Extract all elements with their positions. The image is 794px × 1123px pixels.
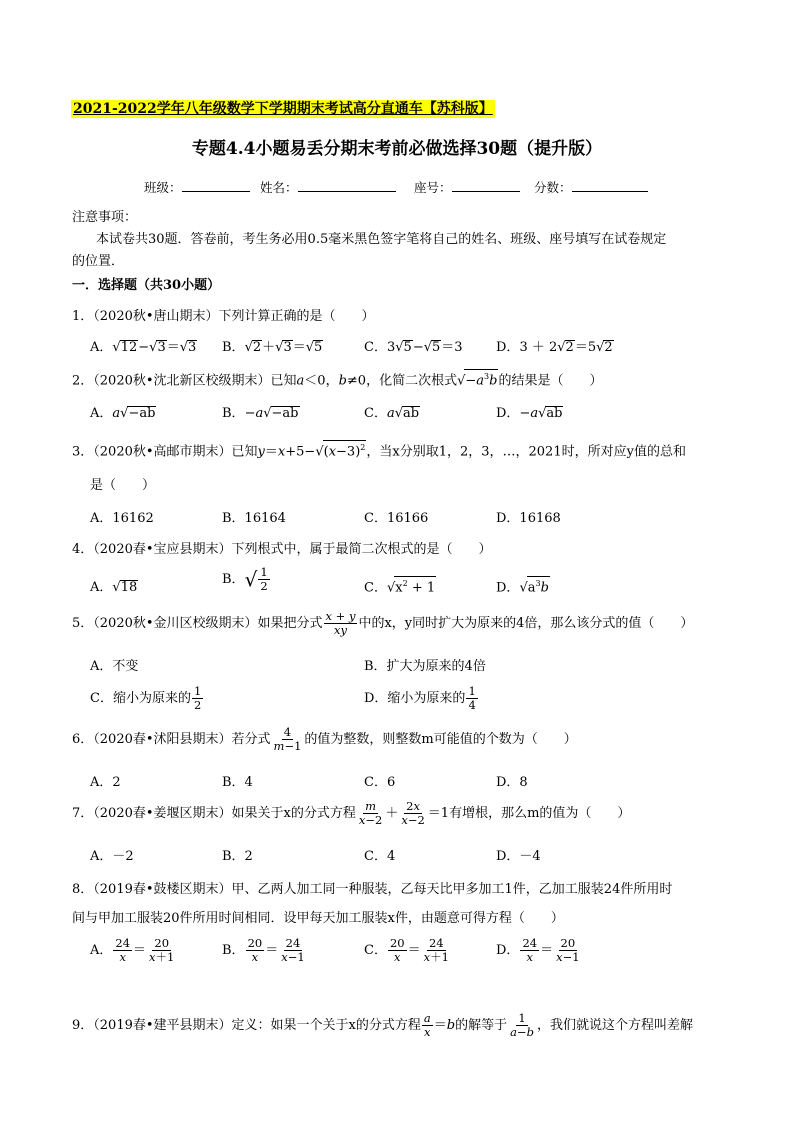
seat-field — [414, 178, 520, 196]
q1-option-d[interactable]: D．3 ＋ 2√2＝5√2 — [496, 340, 613, 355]
q4-option-b[interactable]: B．√ $\frac{1}{2}$ — [222, 565, 268, 593]
q6-option-b[interactable]: B．4 — [222, 775, 253, 790]
question-7-stem: 7．（2020春•姜堰区期末）如果关于x的分式方程 $\frac{m}{x-2}$ ＋ $\frac{2x}{x-2}$ ＝1有增根，那么m的值为（ ） — [72, 799, 631, 827]
notes-line-1: 本试卷共30题．答卷前，考生务必用0.5毫米黑色签字笔将自己的姓名、班级、座号填写在试卷规定 — [96, 232, 667, 247]
q3-option-a[interactable]: A．16162 — [90, 511, 154, 526]
q1-option-a[interactable]: A．√12−√3＝√3 — [90, 340, 197, 355]
question-8-line-1: 8．（2019春•鼓楼区期末）甲、乙两人加工同一种服装，乙每天比甲多加工1件，乙加工服装24件所用时 — [72, 882, 673, 897]
q8-option-d[interactable]: D． $\frac{24}{x}$ ＝ $\frac{20}{x-1}$ — [496, 936, 580, 964]
name-label: 姓名： — [260, 180, 298, 195]
question-4-stem: 4．（2020春•宝应县期末）下列根式中，属于最简二次根式的是（ ） — [72, 542, 492, 557]
q4-option-c[interactable]: C．$√x^2 + 1$ — [364, 576, 436, 595]
q4-option-d[interactable]: D．$√a^3b$ — [496, 576, 550, 595]
q5-option-d[interactable]: D．缩小为原来的 $\frac{1}{4}$ — [364, 684, 476, 712]
score-field — [534, 178, 648, 196]
question-3-line-2: 是（ ） — [90, 478, 156, 493]
q5-option-c[interactable]: C．缩小为原来的 $\frac{1}{2}$ — [90, 684, 202, 712]
question-6-stem: 6．（2020春•沭阳县期末）若分式 $\frac{4}{m-1}$ 的值为整数，则整数m可能值的个数为（ ） — [72, 725, 577, 753]
q5-option-b[interactable]: B．扩大为原来的4倍 — [364, 659, 486, 674]
notes-heading: 注意事项： — [72, 210, 138, 225]
q7-option-b[interactable]: B．2 — [222, 849, 253, 864]
q8-option-b[interactable]: B． $\frac{20}{x}$ ＝ $\frac{24}{x-1}$ — [222, 936, 305, 964]
question-5-stem: 5．（2020秋•金川区校级期末）如果把分式 $\frac{x + y}{xy}$ 中的x，y同时扩大为原来的4倍，那么该分式的值（ ） — [72, 609, 694, 637]
name-blank[interactable] — [298, 179, 396, 192]
q4-option-a[interactable]: A．√18 — [90, 580, 138, 595]
seat-label: 座号： — [414, 180, 452, 195]
q1-option-b[interactable]: B．√2＋√3＝√5 — [222, 340, 323, 355]
score-blank[interactable] — [572, 179, 648, 192]
question-2-stem: 2．（2020秋•沈北新区校级期末）已知a＜0，b≠0，化简二次根式$√-a^3b$的结果是（ ） — [72, 369, 602, 388]
section-heading: 一．选择题（共30小题） — [72, 278, 221, 293]
q3-option-c[interactable]: C．16166 — [364, 511, 429, 526]
class-field — [144, 178, 250, 196]
q6-option-a[interactable]: A．2 — [90, 775, 121, 790]
q8-option-c[interactable]: C． $\frac{20}{x}$ ＝ $\frac{24}{x+1}$ — [364, 936, 449, 964]
page-title: 专题4.4小题易丢分期末考前必做选择30题（提升版） — [191, 139, 603, 159]
question-8-line-2: 间与甲加工服装20件所用时间相同．设甲每天加工服装x件，由题意可得方程（ ） — [72, 911, 564, 926]
q1-option-c[interactable]: C．3√5−√5＝3 — [364, 340, 463, 355]
q6-option-d[interactable]: D．8 — [496, 775, 528, 790]
name-field — [260, 178, 396, 196]
q8-option-a[interactable]: A． $\frac{24}{x}$ ＝ $\frac{20}{x+1}$ — [90, 936, 175, 964]
q2-option-d[interactable]: D．−a√ab — [496, 406, 563, 421]
q2-option-c[interactable]: C．a√ab — [364, 406, 420, 421]
question-1-stem: 1．（2020秋•唐山期末）下列计算正确的是（ ） — [72, 309, 375, 324]
notes-line-2: 的位置． — [72, 254, 125, 269]
q2-option-b[interactable]: B．−a√−ab — [222, 406, 299, 421]
q3-option-d[interactable]: D．16168 — [496, 511, 561, 526]
q2-option-a[interactable]: A．a√−ab — [90, 406, 156, 421]
series-banner: 2021-2022学年八年级数学下学期期末考试高分直通车【苏科版】 — [73, 101, 493, 117]
question-3-stem: 3．（2020秋•高邮市期末）已知$y=x+5-√(x-3)^2$，当x分别取1，2，3，…，2021时，所对应y值的总和 — [72, 440, 686, 459]
class-label: 班级： — [144, 180, 182, 195]
q7-option-c[interactable]: C．4 — [364, 849, 396, 864]
q7-option-a[interactable]: A．－2 — [90, 849, 134, 864]
question-9-stem: 9．（2019春•建平县期末）定义：如果一个关于x的分式方程 $\frac{a}{x}$ ＝b的解等于 $\frac{1}{a-b}$ ，我们就说这个方程叫差解 — [72, 1011, 693, 1039]
score-label: 分数： — [534, 180, 572, 195]
q3-option-b[interactable]: B．16164 — [222, 511, 286, 526]
q7-option-d[interactable]: D．－4 — [496, 849, 541, 864]
q5-option-a[interactable]: A．不变 — [90, 659, 139, 674]
q6-option-c[interactable]: C．6 — [364, 775, 396, 790]
class-blank[interactable] — [182, 179, 250, 192]
seat-blank[interactable] — [452, 179, 520, 192]
